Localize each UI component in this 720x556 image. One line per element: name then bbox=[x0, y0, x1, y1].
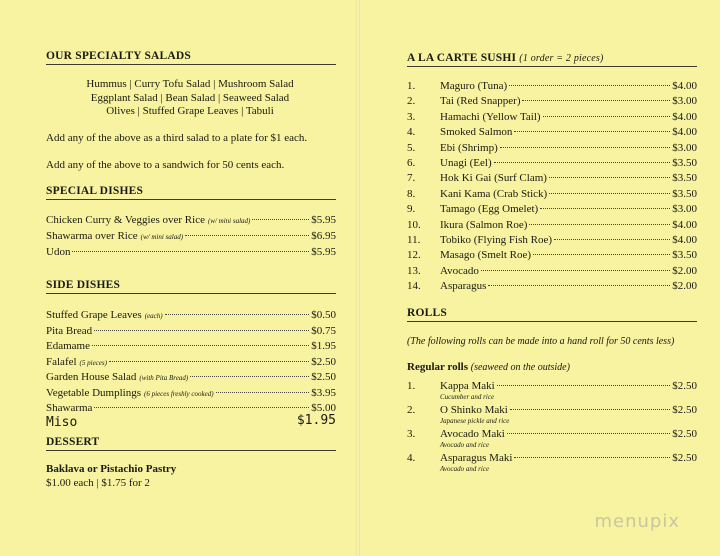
item-name: Hok Ki Gai (Surf Clam) bbox=[440, 172, 547, 185]
dot-leader bbox=[533, 254, 670, 255]
item-note: (with Pita Bread) bbox=[139, 374, 189, 382]
item-name: Avocado Maki bbox=[440, 428, 505, 440]
left-page bbox=[0, 0, 356, 556]
dot-leader bbox=[94, 407, 309, 408]
menu-item-row bbox=[440, 95, 697, 107]
roll-description: Japanese pickle and rice bbox=[440, 417, 510, 425]
dot-leader bbox=[165, 314, 310, 315]
item-name: Shawarma bbox=[46, 402, 93, 414]
special-dishes-header: SPECIAL DISHES bbox=[46, 185, 336, 200]
menu-item-row bbox=[440, 428, 697, 440]
item-price: $3.50 bbox=[672, 249, 697, 262]
item-name: Avocado bbox=[440, 264, 479, 277]
item-name: Tamago (Egg Omelet) bbox=[440, 203, 539, 216]
regular-rolls-label bbox=[407, 361, 570, 373]
menu-item-row bbox=[46, 402, 336, 414]
item-name: O Shinko Maki bbox=[440, 404, 508, 416]
item-number: 6. bbox=[407, 157, 416, 169]
item-price: $2.00 bbox=[672, 280, 697, 293]
item-name: Chicken Curry & Veggies over Rice bbox=[46, 214, 205, 226]
menu-item-row bbox=[440, 172, 697, 184]
dot-leader bbox=[549, 177, 670, 178]
menu-item-row bbox=[46, 371, 336, 383]
menu-item-row bbox=[46, 214, 336, 226]
item-name: Kappa Maki bbox=[440, 380, 495, 392]
item-number: 3. bbox=[407, 428, 416, 440]
item-price: $3.50 bbox=[672, 172, 697, 185]
item-price: $3.00 bbox=[672, 141, 697, 154]
menu-item-row bbox=[440, 142, 697, 154]
menu-item-row bbox=[440, 157, 697, 169]
item-number: 1. bbox=[407, 380, 416, 392]
item-name: Asparagus Maki bbox=[440, 452, 513, 464]
item-number: 9. bbox=[407, 203, 416, 216]
item-note: (5 pieces) bbox=[79, 358, 107, 367]
item-number: 1. bbox=[407, 80, 416, 92]
menu-item-row bbox=[46, 340, 336, 352]
dot-leader bbox=[507, 433, 670, 434]
item-price: $3.50 bbox=[672, 157, 697, 169]
item-name: Garden House Salad bbox=[46, 371, 137, 383]
item-price: $1.95 bbox=[311, 340, 336, 352]
menu-item-row bbox=[440, 188, 697, 200]
right-page bbox=[360, 0, 720, 556]
dot-leader bbox=[510, 409, 670, 410]
dot-leader bbox=[522, 100, 670, 101]
regular-rolls-title: Regular rolls bbox=[407, 361, 469, 373]
dot-leader bbox=[494, 162, 671, 163]
menu-item-row bbox=[440, 249, 697, 261]
item-number: 3. bbox=[407, 110, 416, 123]
item-price: $2.50 bbox=[311, 355, 336, 368]
dessert-name: Baklava or Pistachio Pastry bbox=[46, 463, 177, 475]
item-price: $2.50 bbox=[672, 404, 697, 416]
specialty-line-1: Hummus | Curry Tofu Salad | Mushroom Salad bbox=[86, 78, 294, 90]
menu-item-row bbox=[440, 280, 697, 292]
dot-leader bbox=[488, 285, 670, 286]
item-note: (each) bbox=[144, 312, 163, 320]
menu-item-row bbox=[46, 356, 336, 368]
roll-description: Cucumber and rice bbox=[440, 393, 495, 401]
dot-leader bbox=[94, 330, 309, 331]
side-dishes-header: SIDE DISHES bbox=[46, 279, 336, 294]
item-name: Maguro (Tuna) bbox=[440, 80, 508, 92]
item-price: $6.95 bbox=[311, 230, 336, 242]
rolls-note: (The following rolls can be made into a hand roll for 50 cents less) bbox=[407, 336, 675, 347]
item-name: Hamachi (Yellow Tail) bbox=[440, 110, 541, 123]
item-price: $3.95 bbox=[311, 386, 336, 399]
menu-item-row bbox=[440, 219, 697, 231]
dot-leader bbox=[529, 224, 670, 225]
item-name: Edamame bbox=[46, 340, 90, 352]
item-price: $3.50 bbox=[672, 187, 697, 200]
dot-leader bbox=[497, 385, 671, 386]
item-name: Kani Kama (Crab Stick) bbox=[440, 187, 548, 200]
dot-leader bbox=[109, 361, 309, 362]
item-number: 8. bbox=[407, 187, 416, 200]
specialty-line-3: Olives | Stuffed Grape Leaves | Tabuli bbox=[106, 105, 274, 117]
item-note: (w/ mini salad) bbox=[140, 233, 184, 241]
dot-leader bbox=[216, 392, 310, 393]
item-number: 4. bbox=[407, 452, 416, 464]
item-number: 12. bbox=[407, 249, 421, 262]
item-price: $5.95 bbox=[311, 246, 336, 258]
roll-description: Avocado and rice bbox=[440, 465, 489, 473]
item-name: Vegetable Dumplings bbox=[46, 386, 142, 399]
dessert-price: $1.00 each | $1.75 for 2 bbox=[46, 477, 150, 489]
menu-item-row bbox=[440, 80, 697, 92]
item-number: 7. bbox=[407, 172, 416, 185]
item-price: $4.00 bbox=[672, 234, 697, 246]
item-number: 13. bbox=[407, 264, 421, 277]
dot-leader bbox=[252, 219, 309, 220]
item-name: Asparagus bbox=[440, 280, 487, 293]
menu-item-row bbox=[440, 111, 697, 123]
item-name: Tobiko (Flying Fish Roe) bbox=[440, 234, 552, 246]
handwritten-miso-name: Miso bbox=[46, 415, 78, 430]
item-number: 4. bbox=[407, 126, 416, 139]
dot-leader bbox=[509, 85, 670, 86]
dot-leader bbox=[72, 251, 309, 252]
menu-item-row bbox=[46, 387, 336, 399]
dessert-header: DESSERT bbox=[46, 436, 336, 451]
item-name: Unagi (Eel) bbox=[440, 157, 492, 169]
item-number: 14. bbox=[407, 280, 421, 293]
dot-leader bbox=[514, 457, 670, 458]
item-name: Udon bbox=[46, 246, 71, 258]
item-price: $4.00 bbox=[672, 218, 697, 231]
specialty-salads-header: OUR SPECIALTY SALADS bbox=[46, 50, 336, 65]
item-price: $2.50 bbox=[311, 371, 336, 383]
item-number: 11. bbox=[407, 234, 421, 246]
dot-leader bbox=[481, 270, 670, 271]
menu-item-row bbox=[46, 230, 336, 242]
specialty-line-2: Eggplant Salad | Bean Salad | Seaweed Salad bbox=[90, 92, 290, 104]
item-price: $2.50 bbox=[672, 380, 697, 392]
item-price: $4.00 bbox=[672, 110, 697, 123]
item-name: Smoked Salmon bbox=[440, 126, 513, 139]
dot-leader bbox=[514, 131, 670, 132]
menupix-watermark: menupix bbox=[594, 511, 680, 532]
item-name: Shawarma over Rice bbox=[46, 230, 138, 242]
dot-leader bbox=[554, 239, 670, 240]
sushi-header bbox=[407, 52, 697, 67]
dot-leader bbox=[549, 193, 670, 194]
item-price: $3.00 bbox=[672, 95, 697, 108]
item-price: $0.50 bbox=[311, 309, 336, 321]
item-price: $2.50 bbox=[672, 428, 697, 440]
dot-leader bbox=[92, 345, 309, 346]
item-price: $3.00 bbox=[672, 203, 697, 216]
sushi-title-note: (1 order = 2 pieces) bbox=[519, 53, 604, 64]
item-number: 5. bbox=[407, 141, 416, 154]
item-price: $2.00 bbox=[672, 264, 697, 277]
item-name: Falafel bbox=[46, 355, 77, 368]
item-name: Masago (Smelt Roe) bbox=[440, 249, 532, 262]
dot-leader bbox=[185, 235, 309, 236]
dot-leader bbox=[540, 208, 670, 209]
item-number: 2. bbox=[407, 404, 416, 416]
menu-item-row bbox=[440, 380, 697, 392]
specialty-note-1: Add any of the above as a third salad to a plate for $1 each. bbox=[46, 132, 308, 144]
menu-item-row bbox=[440, 404, 697, 416]
item-price: $4.00 bbox=[672, 80, 697, 92]
rolls-header: ROLLS bbox=[407, 307, 697, 322]
item-price: $5.95 bbox=[311, 214, 336, 226]
item-name: Tai (Red Snapper) bbox=[440, 95, 521, 108]
item-name: Ikura (Salmon Roe) bbox=[440, 218, 528, 231]
dot-leader bbox=[190, 376, 309, 377]
dot-leader bbox=[500, 147, 671, 148]
item-price: $2.50 bbox=[672, 452, 697, 464]
item-note: (6 pieces freshly cooked) bbox=[144, 389, 214, 398]
item-name: Pita Bread bbox=[46, 324, 93, 337]
handwritten-miso-price: $1.95 bbox=[296, 413, 336, 428]
menu-item-row bbox=[46, 309, 336, 321]
item-name: Ebi (Shrimp) bbox=[440, 141, 498, 154]
menu-item-row bbox=[440, 234, 697, 246]
menu-item-row bbox=[440, 452, 697, 464]
regular-rolls-note: (seaweed on the outside) bbox=[470, 362, 570, 373]
dot-leader bbox=[543, 116, 671, 117]
item-number: 2. bbox=[407, 95, 416, 108]
item-note: (w/ mini salad) bbox=[207, 217, 251, 225]
menu-item-row bbox=[440, 126, 697, 138]
item-number: 10. bbox=[407, 218, 421, 231]
menu-item-row bbox=[46, 325, 336, 337]
menu-item-row bbox=[46, 246, 336, 258]
item-price: $0.75 bbox=[311, 324, 336, 337]
sushi-title: A LA CARTE SUSHI bbox=[407, 52, 517, 64]
roll-description: Avocado and rice bbox=[440, 441, 489, 449]
menu-item-row bbox=[440, 203, 697, 215]
item-price: $4.00 bbox=[672, 126, 697, 139]
item-name: Stuffed Grape Leaves bbox=[46, 309, 142, 321]
menu-item-row bbox=[440, 265, 697, 277]
item-price: $5.00 bbox=[311, 402, 336, 414]
specialty-note-2: Add any of the above to a sandwich for 50 cents each. bbox=[46, 159, 285, 171]
